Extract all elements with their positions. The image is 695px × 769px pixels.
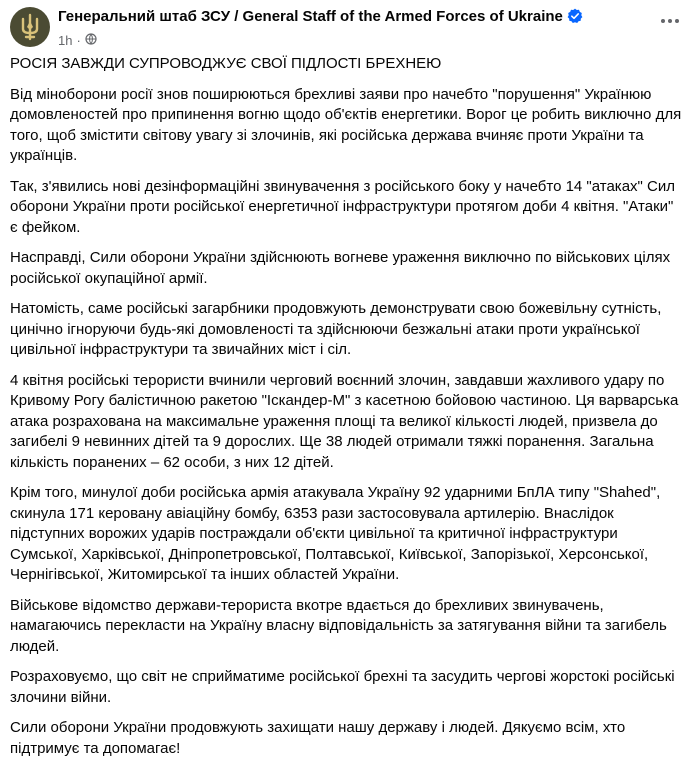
page-name-link[interactable] [58,7,645,30]
verified-badge-icon [567,8,583,30]
globe-icon[interactable] [85,32,97,50]
post-paragraph: Сили оборони України продовжують захищати нашу державу і людей. Дякуємо всім, хто підтримує та допомагає! [10,719,626,757]
more-options-icon[interactable] [655,9,685,33]
post-meta [58,7,645,50]
post-paragraph: Військове відомство держави-терориста вкотре вдається до брехливих звинувачень, намагаючись перекласти на Україну власну відповідальність за затягування війни та загибель людей. [10,596,667,655]
trident-emblem-icon [17,13,43,41]
post-paragraph: Насправді, Сили оборони України здійснюють вогневе ураження виключно по військових цілях російської окупаційної армії. [10,249,671,287]
post-paragraph: Натомість, саме російські загарбники продовжують демонструвати свою божевільну сутність, цинічно ігноруючи будь-які домовленості та здійснюючи безжальні атаки проти української цивільної інфраструктури та звичайних міст і сіл. [10,300,662,358]
post-paragraph: Розраховуємо, що світ не сприйматиме російської брехні та засудить чергові жорстокі російські злочини війни. [10,668,675,706]
post-headline: РОСІЯ ЗАВЖДИ СУПРОВОДЖУЄ СВОЇ ПІДЛОСТІ БРЕХНЕЮ [10,55,442,72]
post-header [10,7,685,49]
post-body [10,54,683,769]
post-paragraph: 4 квітня російські терористи вчинили черговий воєнний злочин, завдавши жахливого удару по Кривому Рогу балістичною ракетою "Іскандер-М" з касетною бойовою частиною. Ця варварська атака розрахована на максимальне ураження площі та великої кількості людей, призвела до загибелі 9 невинних дітей та 9 дорослих. Ще 38 людей отримали тяжкі поранення. Загальна кількість поранених – 62 особи, з них 12 дітей. [10,371,679,471]
post-paragraph: Від міноборони росії знов поширюються брехливі заяви про начебто "порушення" Українюю домовленостей про припинення вогню щодо об'єктів енергетики. Ворог це робить виключно для того, щоб змістити світову увагу зі злочинів, які російська держава вчиняє проти України та українців. [10,85,682,164]
meta-separator: · [76,33,81,48]
page-name[interactable]: Генеральний штаб ЗСУ / General Staff of the Armed Forces of Ukraine [58,8,563,25]
post-timestamp[interactable]: 1h [58,33,73,48]
avatar[interactable] [10,7,50,47]
post-paragraph: Так, з'явились нові дезінформаційні звинувачення з російського боку у начебто 14 "атаках" Сил оборони України проти російської енергетичної інфраструктури протягом доби 4 квітня. "Атаки" є фейком. [10,177,676,236]
post-paragraph: Крім того, минулої доби російська армія атакувала Україну 92 ударними БпЛА типу "Shahed", скинула 171 керовану авіаційну бомбу, 6353 рази застосовувала артилерію. Внаслідок підступних ворожих ударів постраждали об'єкти цивільної та критичної інфраструктури Сумської, Харківської, Дніпропетровської, Полтавської, Київської, Запорізької, Херсонської, Чернігівської, Житомирської та інших областей України. [10,484,661,583]
post-subline [58,32,645,50]
